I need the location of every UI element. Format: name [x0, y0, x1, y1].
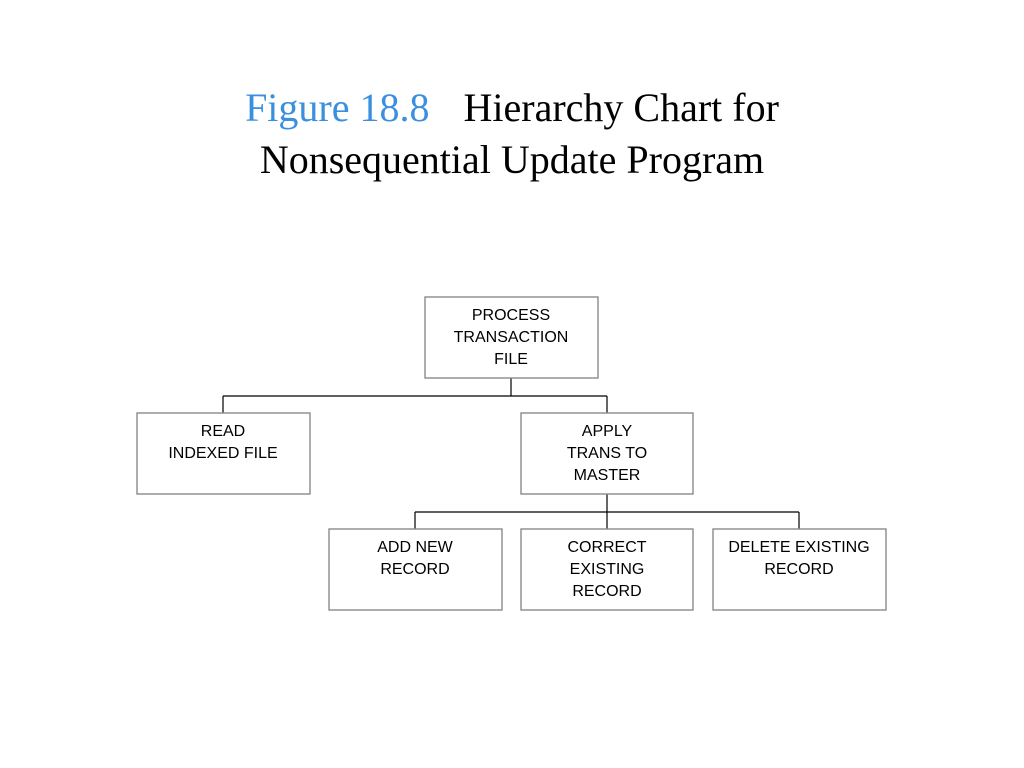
- node-correct-line-3: RECORD: [572, 583, 642, 600]
- node-correct-existing-record: [521, 529, 693, 610]
- title-line-1: Hierarchy Chart for: [463, 85, 779, 130]
- node-apply-trans-to-master: [521, 413, 693, 494]
- node-add-line-1: ADD NEW: [377, 539, 453, 556]
- node-process-transaction-file: [425, 297, 598, 378]
- connector-root-to-level1: [223, 378, 607, 413]
- node-read-line-2: INDEXED FILE: [168, 445, 278, 462]
- figure-number: Figure 18.8: [245, 85, 430, 130]
- node-read-indexed-file: [137, 413, 310, 494]
- node-delete-line-2: RECORD: [764, 561, 834, 578]
- node-delete-line-1: DELETE EXISTING: [728, 539, 870, 556]
- node-apply-line-1: APPLY: [581, 423, 633, 440]
- connector-apply-to-level2: [415, 494, 799, 529]
- node-delete-existing-record: [713, 529, 886, 610]
- node-apply-line-3: MASTER: [573, 467, 641, 484]
- node-process-line-1: PROCESS: [471, 307, 551, 324]
- node-process-line-2: TRANSACTION: [453, 329, 569, 346]
- node-process-line-3: FILE: [494, 351, 528, 368]
- node-apply-line-2: TRANS TO: [566, 445, 648, 462]
- node-add-new-record: [329, 529, 502, 610]
- title-line-2: Nonsequential Update Program: [259, 137, 765, 182]
- node-correct-line-2: EXISTING: [569, 561, 645, 578]
- node-correct-line-1: CORRECT: [567, 539, 647, 556]
- node-add-line-2: RECORD: [380, 561, 450, 578]
- node-read-line-1: READ: [200, 423, 246, 440]
